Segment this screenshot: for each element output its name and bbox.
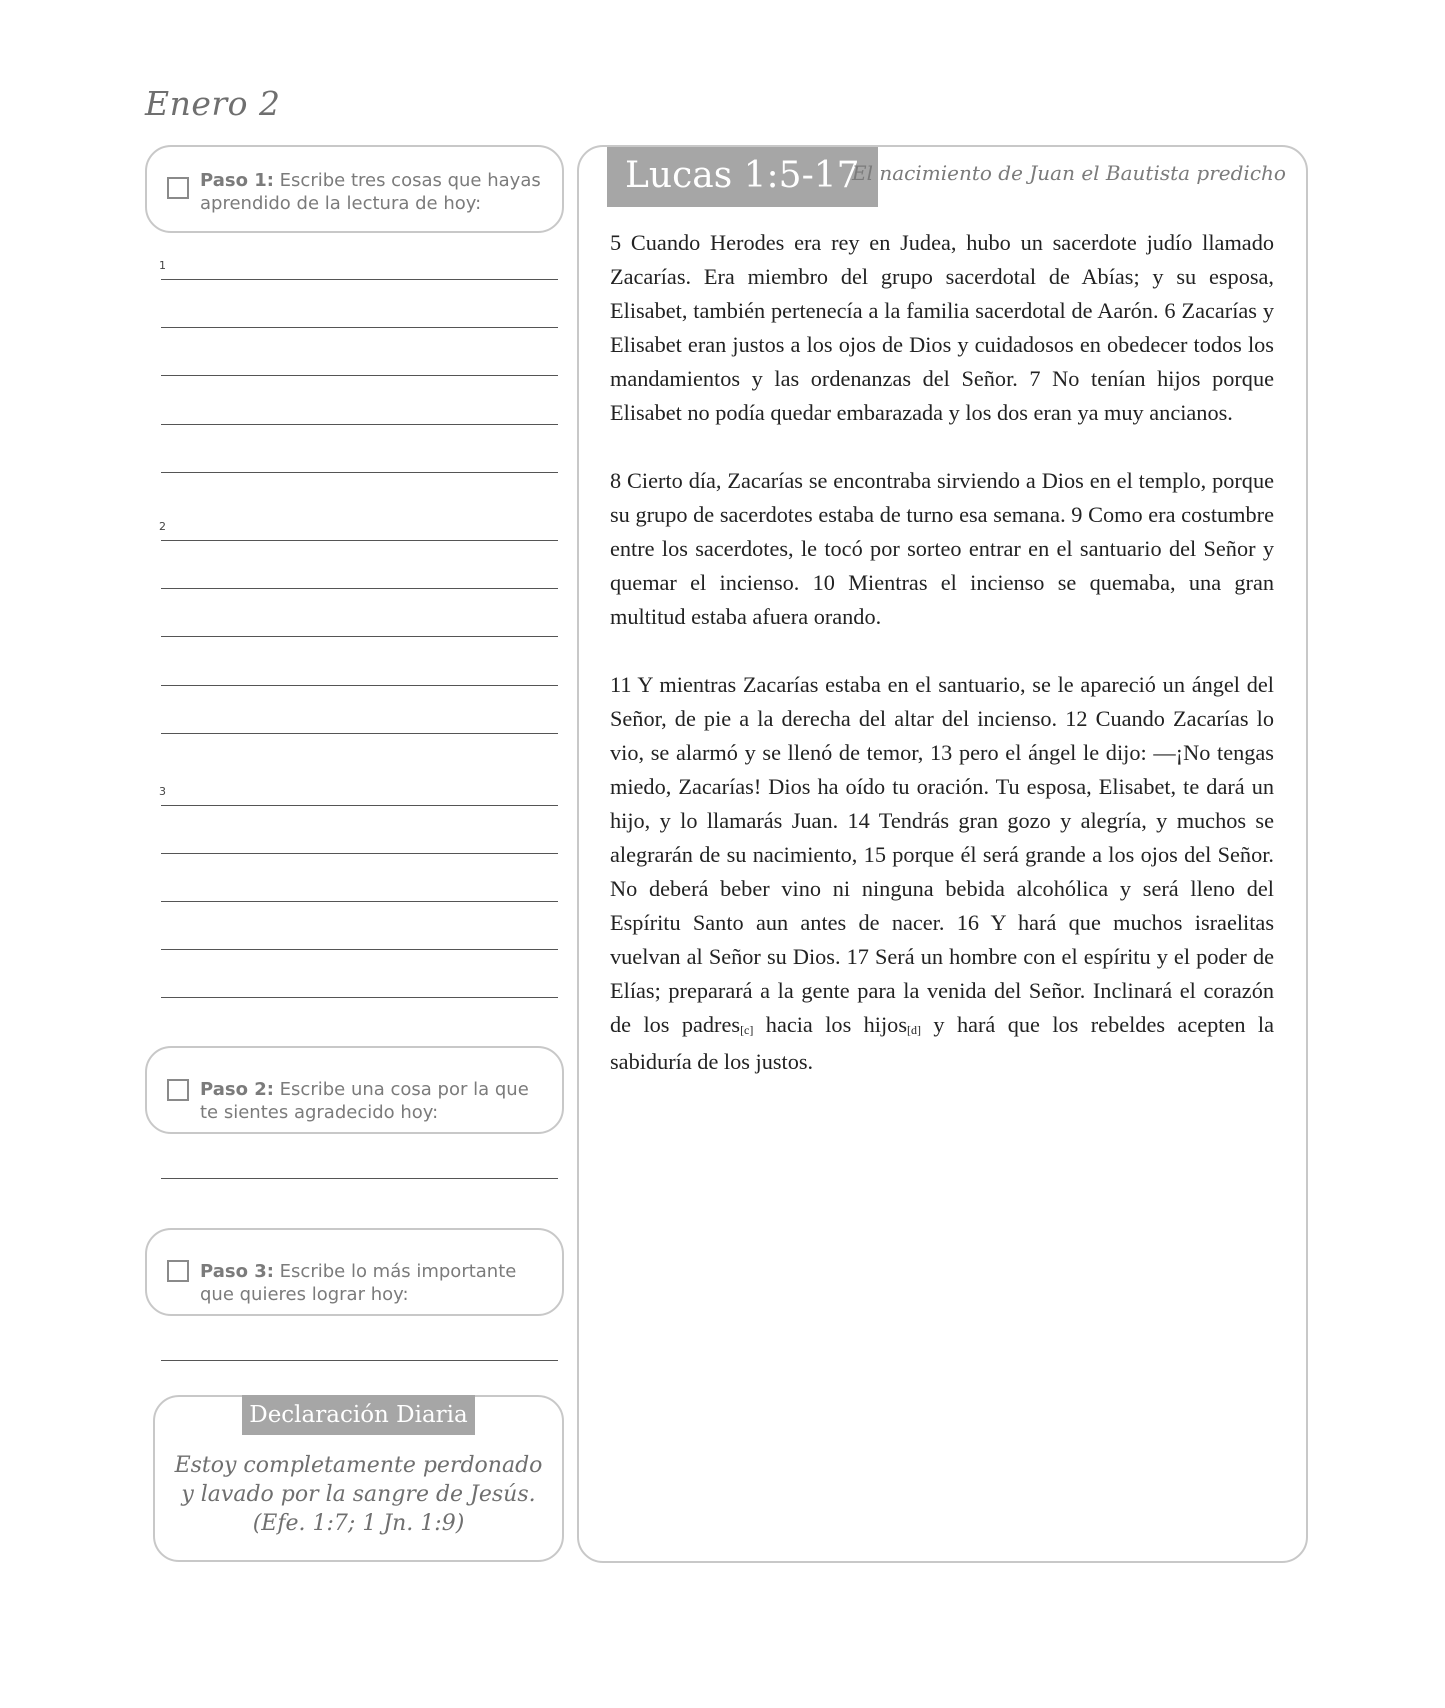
- answer3-line[interactable]: [161, 949, 558, 950]
- answer3-line[interactable]: [161, 997, 558, 998]
- passage-paragraph: [610, 668, 1274, 1079]
- answer2-line[interactable]: [161, 685, 558, 686]
- passage-paragraph: 8 Cierto día, Zacarías se encontraba sirviendo a Dios en el templo, porque su grupo de sacerdotes estaba de turno esa semana. 9 Como era costumbre entre los sacerdotes, le tocó por sorteo entrar en el santuario del Señor y quemar el incienso. 10 Mientras el incienso se quemaba, una gran multitud estaba afuera orando.: [610, 468, 1274, 629]
- step3-label: Paso 3:: [200, 1261, 274, 1282]
- answer2-line[interactable]: [161, 636, 558, 637]
- passage-body: [610, 226, 1274, 1113]
- daily-declaration-box: [153, 1395, 564, 1562]
- answer1-line[interactable]: [161, 327, 558, 328]
- footnote-c-link[interactable]: [c]: [740, 1023, 754, 1037]
- line-number-3: 3: [159, 785, 166, 798]
- answer2-line[interactable]: [161, 733, 558, 734]
- step3-box: [145, 1228, 564, 1316]
- declaration-reference: (Efe. 1:7; 1 Jn. 1:9): [252, 1511, 465, 1536]
- step1-box: [145, 145, 564, 233]
- passage-subtitle: El nacimiento de Juan el Bautista predicho: [852, 161, 1286, 185]
- step2-box: [145, 1046, 564, 1134]
- answer2-line[interactable]: [161, 540, 558, 541]
- passage-text: hacia los hijos: [753, 1012, 908, 1037]
- step3-text: Escribe lo más importante que quieres lograr hoy:: [200, 1261, 517, 1305]
- answer1-line[interactable]: [161, 279, 558, 280]
- page-date-title: Enero 2: [145, 84, 281, 123]
- step1-label: Paso 1:: [200, 170, 274, 191]
- line-number-2: 2: [159, 520, 166, 533]
- goal-line[interactable]: [161, 1360, 558, 1361]
- answer1-line[interactable]: [161, 472, 558, 473]
- passage-text: y hará que los rebeldes acepten la sabiduría de los justos.: [610, 1012, 1275, 1074]
- answer3-line[interactable]: [161, 805, 558, 806]
- step2-instruction: [200, 1078, 548, 1124]
- answer3-line[interactable]: [161, 901, 558, 902]
- declaration-title: Declaración Diaria: [242, 1395, 475, 1435]
- step3-instruction: [200, 1260, 548, 1306]
- step1-text: Escribe tres cosas que hayas aprendido de la lectura de hoy:: [200, 170, 541, 214]
- declaration-line: y lavado por la sangre de Jesús.: [181, 1482, 536, 1507]
- step2-label: Paso 2:: [200, 1079, 274, 1100]
- footnote-d-link[interactable]: [d]: [907, 1023, 922, 1037]
- step1-checkbox[interactable]: [167, 177, 189, 199]
- line-number-1: 1: [159, 259, 166, 272]
- passage-paragraph: 5 Cuando Herodes era rey en Judea, hubo un sacerdote judío llamado Zacarías. Era miembro del grupo sacerdotal de Abías; y su esposa, Elisabet, también pertenecía a la familia sacerdotal de Aarón. 6 Zacarías y Elisabet eran justos a los ojos de Dios y cuidadosos en obedecer todos los mandamientos y las ordenanzas del Señor. 7 No tenían hijos porque Elisabet no podía quedar embarazada y los dos eran ya muy ancianos.: [610, 230, 1274, 425]
- passage-reference: Lucas 1:5-17: [607, 147, 878, 207]
- step2-text: Escribe una cosa por la que te sientes agradecido hoy:: [200, 1079, 529, 1123]
- declaration-line: Estoy completamente perdonado: [174, 1453, 543, 1478]
- declaration-text: [155, 1451, 562, 1538]
- step1-instruction: [200, 169, 548, 215]
- reading-panel: [577, 145, 1308, 1563]
- answer2-line[interactable]: [161, 588, 558, 589]
- step2-checkbox[interactable]: [167, 1079, 189, 1101]
- gratitude-line[interactable]: [161, 1178, 558, 1179]
- passage-text: 11 Y mientras Zacarías estaba en el santuario, se le apareció un ángel del Señor, de pie a la derecha del altar del incienso. 12 Cuando Zacarías lo vio, se alarmó y se llenó de temor, 13 pero el ángel le dijo: —¡No tengas miedo, Zacarías! Dios ha oído tu oración. Tu esposa, Elisabet, te dará un hijo, y lo llamarás Juan. 14 Tendrás gran gozo y alegría, y muchos se alegrarán de su nacimiento, 15 porque él será grande a los ojos del Señor. No deberá beber vino ni ninguna bebida alcohólica y será lleno del Espíritu Santo aun antes de nacer. 16 Y hará que muchos israelitas vuelvan al Señor su Dios. 17 Será un hombre con el espíritu y el poder de Elías; preparará a la gente para la venida del Señor. Inclinará el corazón de los padres: [610, 672, 1274, 1037]
- answer1-line[interactable]: [161, 424, 558, 425]
- step3-checkbox[interactable]: [167, 1260, 189, 1282]
- answer1-line[interactable]: [161, 375, 558, 376]
- answer3-line[interactable]: [161, 853, 558, 854]
